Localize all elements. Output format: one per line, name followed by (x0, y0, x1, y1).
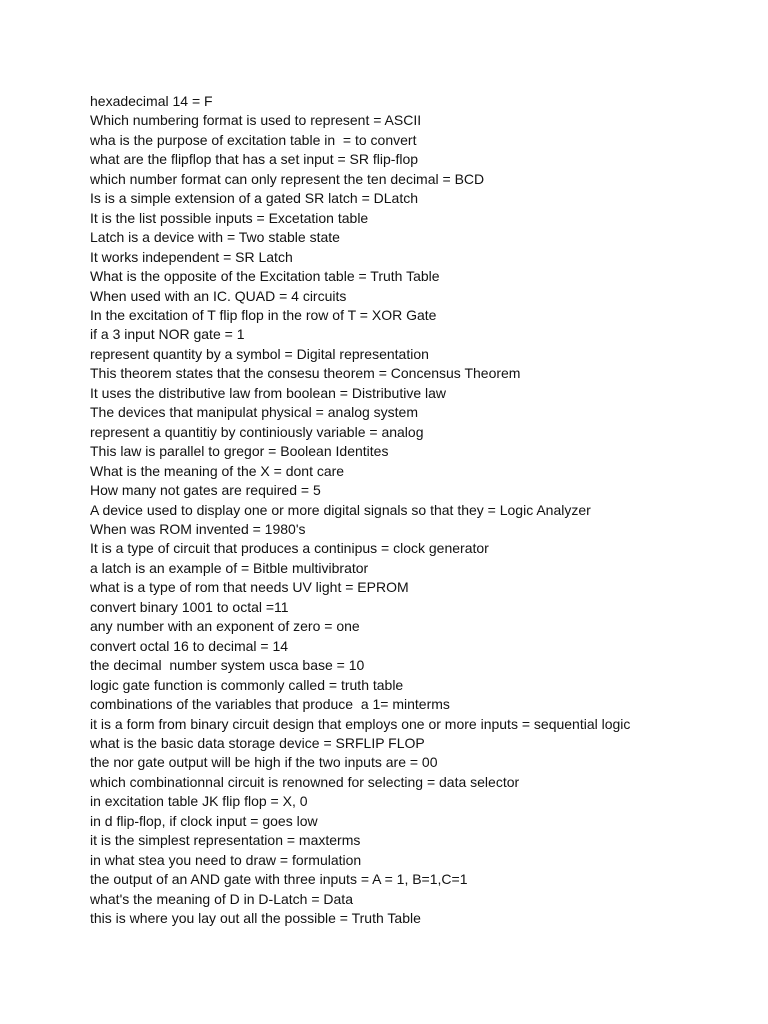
text-line: in d flip-flop, if clock input = goes low (90, 812, 318, 829)
text-line: what is a type of rom that needs UV light = EPROM (90, 579, 409, 596)
text-line: the decimal number system usca base = 10 (90, 657, 365, 674)
text-line: the nor gate output will be high if the two inputs are = 00 (90, 754, 438, 771)
text-line: in excitation table JK flip flop = X, 0 (90, 793, 308, 810)
text-line: if a 3 input NOR gate = 1 (90, 326, 245, 343)
text-line: How many not gates are required = 5 (90, 482, 321, 499)
text-line: It uses the distributive law from boolean = Distributive law (90, 384, 446, 401)
text-line: What is the meaning of the X = dont care (90, 462, 345, 479)
text-line: When was ROM invented = 1980's (90, 520, 306, 537)
text-line: it is the simplest representation = maxterms (90, 832, 361, 849)
text-line: the output of an AND gate with three inputs = A = 1, B=1,C=1 (90, 871, 468, 888)
text-line: This law is parallel to gregor = Boolean Identites (90, 443, 389, 460)
text-line: It is the list possible inputs = Excetation table (90, 209, 369, 226)
text-line: represent a quantitiy by continiously variable = analog (90, 423, 424, 440)
text-line: what are the flipflop that has a set input = SR flip-flop (90, 151, 419, 168)
question-answer-list (90, 92, 750, 928)
text-line: Latch is a device with = Two stable state (90, 229, 340, 246)
text-line: It works independent = SR Latch (90, 248, 293, 265)
text-line: represent quantity by a symbol = Digital representation (90, 345, 429, 362)
text-line: Is is a simple extension of a gated SR latch = DLatch (90, 190, 419, 207)
text-line: This theorem states that the consesu theorem = Concensus Theorem (90, 365, 521, 382)
text-line: The devices that manipulat physical = analog system (90, 404, 419, 421)
text-line: It is a type of circuit that produces a continipus = clock generator (90, 540, 489, 557)
text-line: What is the opposite of the Excitation table = Truth Table (90, 268, 440, 285)
text-line: in what stea you need to draw = formulation (90, 851, 362, 868)
text-line: combinations of the variables that produce a 1= minterms (90, 696, 450, 713)
text-line: which number format can only represent the ten decimal = BCD (90, 170, 485, 187)
text-line: wha is the purpose of excitation table in = to convert (90, 131, 417, 148)
text-line: When used with an IC. QUAD = 4 circuits (90, 287, 347, 304)
text-line: any number with an exponent of zero = one (90, 618, 360, 635)
text-line: convert binary 1001 to octal =11 (90, 598, 289, 615)
text-line: what's the meaning of D in D-Latch = Data (90, 890, 353, 907)
text-line: A device used to display one or more digital signals so that they = Logic Analyzer (90, 501, 591, 518)
text-line: In the excitation of T flip flop in the row of T = XOR Gate (90, 306, 437, 323)
text-line: Which numbering format is used to represent = ASCII (90, 112, 422, 129)
text-line: logic gate function is commonly called = truth table (90, 676, 404, 693)
text-line: a latch is an example of = Bitble multivibrator (90, 559, 369, 576)
text-line: this is where you lay out all the possible = Truth Table (90, 910, 421, 927)
text-line: hexadecimal 14 = F (90, 93, 213, 109)
text-line: what is the basic data storage device = SRFLIP FLOP (90, 734, 425, 751)
text-line: it is a form from binary circuit design that employs one or more inputs = sequential logic (90, 715, 631, 732)
text-line: which combinationnal circuit is renowned for selecting = data selector (90, 773, 520, 790)
text-line: convert octal 16 to decimal = 14 (90, 637, 289, 654)
